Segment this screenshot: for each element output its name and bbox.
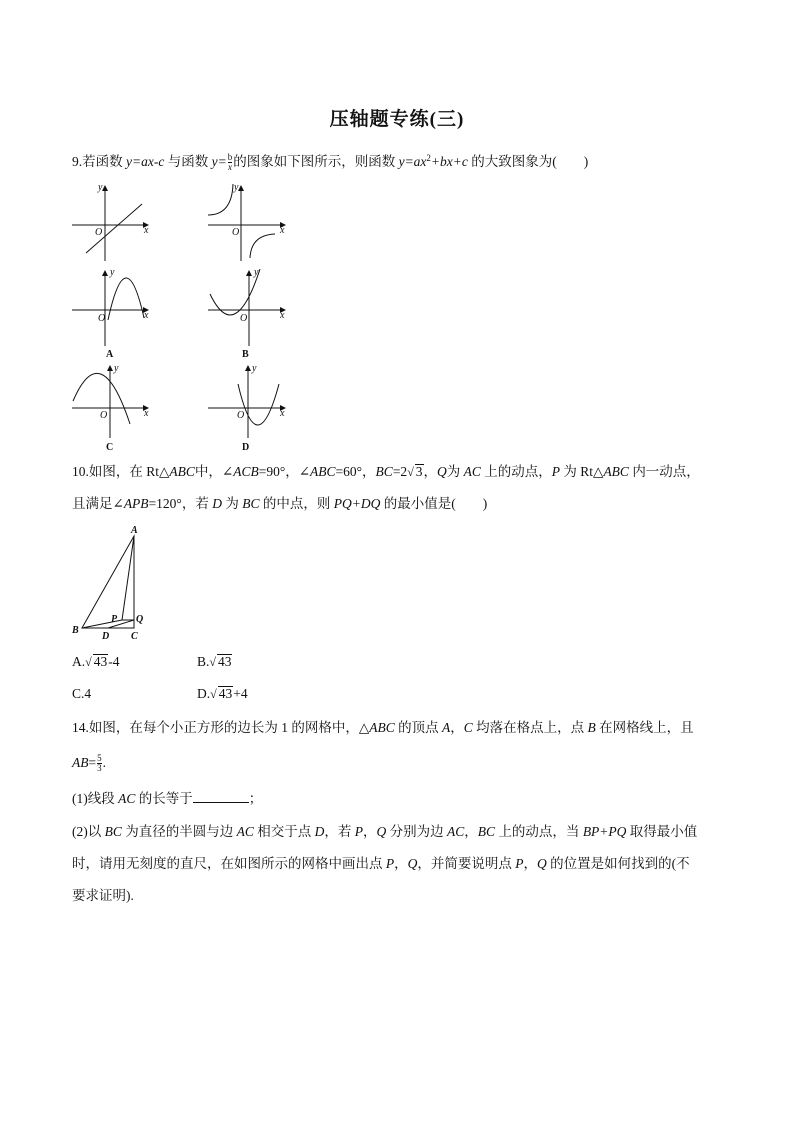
fraction-denominator: 3 (97, 763, 102, 774)
q9-stem (72, 152, 588, 172)
q10-text: 上的动点， (480, 464, 552, 479)
vertex-c-label: C (131, 631, 138, 642)
axis-label-y: y (252, 363, 257, 374)
q10-var: D (212, 496, 222, 511)
axis-label-x: x (280, 408, 285, 419)
radicand: 3 (415, 464, 423, 479)
axis-label-x: x (144, 225, 149, 236)
q10-var: ABC (169, 464, 195, 479)
origin-label: O (237, 410, 245, 421)
sqrt-sign: √ (210, 687, 217, 701)
fraction-denominator: x (227, 162, 232, 173)
origin-label: O (95, 227, 103, 238)
q14-var: ABC (369, 720, 395, 735)
option-b-graph (208, 269, 285, 346)
triangle-abc (82, 536, 134, 628)
fraction-numerator: b (227, 152, 233, 163)
q14-part2-line3: 要求证明). (72, 888, 134, 903)
q10-text: =60°， (335, 464, 376, 479)
q9-text: 的图象如下图所示，则函数 (233, 154, 399, 169)
q9-quadratic-tail: +bx+c (430, 154, 468, 169)
answer-blank[interactable] (193, 790, 249, 803)
sqrt-sign: √ (85, 655, 92, 669)
q14-var: BC (104, 824, 122, 839)
q10-text: 的最小值是( ) (380, 496, 488, 511)
axis-label-x: x (144, 310, 149, 321)
q10-text: 为 (446, 464, 464, 479)
q14-text: = (88, 755, 97, 770)
q14-var: Q (537, 856, 547, 871)
q14-text: ， (523, 856, 537, 871)
option-suffix: +4 (233, 686, 248, 701)
linear-graph (72, 186, 148, 261)
axis-label-x: x (280, 310, 285, 321)
q14-text: (1)线段 (72, 791, 119, 806)
q9-text: 与函数 (164, 154, 212, 169)
q10-var: ABC (603, 464, 629, 479)
q10-var: BC (375, 464, 393, 479)
q14-text: 的顶点 (394, 720, 443, 735)
origin-label: O (240, 313, 248, 324)
q10-triangle-figure (64, 522, 164, 646)
q9-graphs-figure (60, 176, 300, 461)
q14-var: C (463, 720, 473, 735)
q14-text: 为直径的半圆与边 (121, 824, 237, 839)
vertex-a-label: A (131, 525, 138, 536)
sqrt-sign: √ (407, 465, 414, 479)
q10-text: 为 Rt△ (560, 464, 604, 479)
q10-stem-line1 (72, 462, 700, 482)
q10-stem-line2 (72, 494, 487, 514)
axis-label-y: y (110, 267, 115, 278)
q10-option-a (72, 652, 119, 672)
q9-quadratic-function: y=ax (398, 154, 427, 169)
origin-label: O (232, 227, 240, 238)
axis-label-y: y (234, 182, 239, 193)
q14-text: ， (394, 856, 408, 871)
q10-var: AC (463, 464, 481, 479)
q10-option-d (197, 684, 248, 704)
q14-var: P (354, 824, 364, 839)
q10-option-c: C.4 (72, 686, 92, 701)
q10-var: P (551, 464, 561, 479)
q10-text: 的中点，则 (259, 496, 334, 511)
axis-label-y: y (254, 267, 259, 278)
option-a-graph (72, 271, 148, 346)
q10-text: =90°，∠ (258, 464, 311, 479)
point-d-label: D (102, 631, 110, 642)
option-a-label: A (106, 349, 114, 360)
q9-text: 的大致图象为( ) (467, 154, 589, 169)
exponent: 2 (426, 153, 431, 163)
q14-text: ， (363, 824, 377, 839)
q10-text: =2 (392, 464, 408, 479)
option-prefix: A. (72, 654, 86, 669)
axis-label-x: x (144, 408, 149, 419)
q10-option-b (197, 652, 232, 672)
q10-text: 为 (221, 496, 243, 511)
q14-text: 相交于点 (253, 824, 315, 839)
q10-text: 中，∠ (194, 464, 234, 479)
option-prefix: D. (197, 686, 211, 701)
axis-label-x: x (280, 225, 285, 236)
q14-var: D (314, 824, 325, 839)
q10-text: ， (423, 464, 438, 479)
radicand: 43 (218, 686, 233, 701)
q14-text: 的长等于 (135, 791, 193, 806)
q9-linear-function: y=ax-c (126, 154, 165, 169)
point-q-label: Q (136, 614, 144, 625)
axis-label-y: y (114, 363, 119, 374)
point-p-label: P (111, 614, 118, 625)
vertex-b-label: B (72, 625, 79, 636)
option-c-label: C (106, 442, 114, 453)
q10-text: =120°，若 (148, 496, 213, 511)
q14-text: ，并简要说明点 (417, 856, 516, 871)
q14-var: P (385, 856, 395, 871)
radicand: 43 (93, 654, 108, 669)
q14-text: 在网格线上，且 (595, 720, 694, 735)
option-b-label: B (242, 349, 249, 360)
q9-fraction (228, 153, 233, 172)
q14-text: 分别为边 (386, 824, 448, 839)
q14-var: Q (376, 824, 387, 839)
option-d-label: D (242, 442, 250, 453)
q10-var: APB (123, 496, 149, 511)
axis-label-y: y (98, 182, 103, 193)
q14-text: ， (464, 824, 478, 839)
q14-var: A (442, 720, 451, 735)
option-prefix: B. (197, 654, 210, 669)
q14-text: 均落在格点上，点 (472, 720, 588, 735)
q14-text: ， (450, 720, 464, 735)
radicand: 43 (217, 654, 232, 669)
page-title: 压轴题专练(三) (329, 109, 465, 130)
q14-var: B (587, 720, 596, 735)
q14-var: BC (477, 824, 496, 839)
hyperbola-graph (208, 184, 285, 261)
q14-text: ，若 (324, 824, 355, 839)
q14-stem-line2 (72, 753, 106, 773)
q10-var: ACB (233, 464, 259, 479)
q14-text: ； (248, 791, 263, 806)
q10-var: BC (242, 496, 260, 511)
q14-text: . (102, 755, 106, 770)
q14-text: (2)以 (72, 824, 105, 839)
q10-text: 10.如图，在 Rt△ (72, 464, 170, 479)
q14-stem-line1 (72, 718, 694, 738)
q14-var: AC (118, 791, 136, 806)
option-suffix: -4 (108, 654, 120, 669)
origin-label: O (98, 313, 106, 324)
origin-label: O (100, 410, 108, 421)
q14-var: AC (236, 824, 254, 839)
q14-part2-line1 (72, 822, 697, 842)
q14-text: 时，请用无刻度的直尺，在如图所示的网格中画出点 (72, 856, 386, 871)
q9-inverse-function: y= (211, 154, 227, 169)
q9-number: 9. (72, 154, 83, 169)
q14-fraction (97, 754, 102, 773)
option-d-graph (208, 366, 285, 438)
q14-var: BP+PQ (582, 824, 627, 839)
q10-text: 且满足∠ (72, 496, 124, 511)
q14-var: AC (447, 824, 465, 839)
option-c-graph (72, 366, 148, 438)
q14-text: 取得最小值 (626, 824, 698, 839)
q10-var: Q (437, 464, 447, 479)
fraction-numerator: 5 (97, 753, 102, 764)
q14-text: 上的动点，当 (495, 824, 583, 839)
q9-text: 若函数 (82, 154, 126, 169)
q14-part1 (72, 789, 262, 809)
segment-ap (122, 536, 134, 620)
q14-text: 的位置是如何找到的(不 (546, 856, 690, 871)
q10-text: 内一动点， (628, 464, 700, 479)
q10-var: PQ+DQ (333, 496, 381, 511)
q14-var: P (515, 856, 524, 871)
q14-var: AB (72, 755, 89, 770)
sqrt-sign: √ (209, 655, 216, 669)
q14-part2-line2 (72, 854, 690, 874)
q14-text: 14.如图，在每个小正方形的边长为 1 的网格中，△ (72, 720, 370, 735)
q10-var: ABC (310, 464, 336, 479)
q14-var: Q (407, 856, 418, 871)
